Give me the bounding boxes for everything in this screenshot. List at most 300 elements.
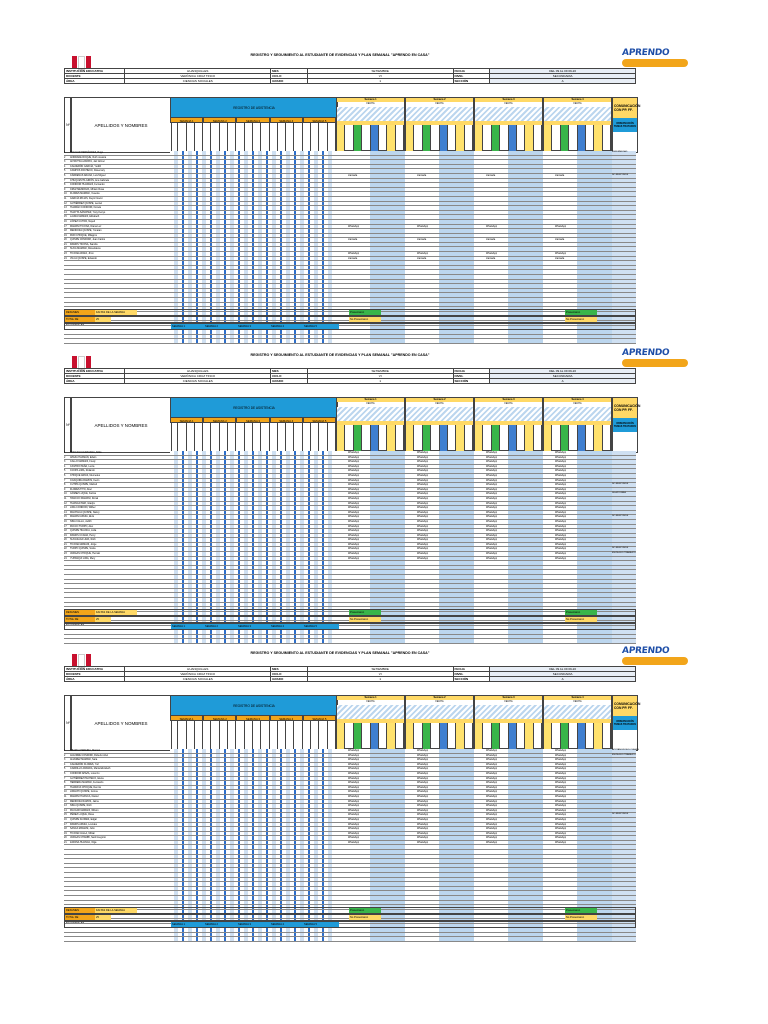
evidence-value: WhatsApp — [555, 524, 567, 528]
communication-note — [612, 763, 636, 767]
evidence-cells — [336, 492, 612, 496]
evidence-cells — [336, 887, 612, 891]
communication-note — [612, 247, 636, 251]
evidence-value: WhatsApp — [417, 749, 429, 752]
footer-week: SEMANA 4 — [270, 624, 305, 629]
evidence-cells — [336, 165, 612, 169]
evidence-cells — [336, 790, 612, 794]
evidence-value: WhatsApp — [555, 533, 567, 537]
communication-note — [612, 584, 636, 588]
student-name: RAMOS CCAMA, Percy — [70, 534, 171, 538]
student-name — [70, 901, 171, 905]
attendance-cells — [170, 451, 336, 455]
evidence-value: WhatsApp — [348, 785, 360, 789]
no-presentaron-label: No Presentaron — [565, 617, 597, 622]
communication-note — [612, 289, 636, 293]
footer-week: SEMANA 3 — [237, 922, 272, 927]
attendance-cells — [170, 887, 336, 891]
fecha-value: DEL 09 AL 09 09-20 — [490, 69, 636, 74]
attendance-cells — [170, 225, 336, 229]
evidence-value: Llamada — [486, 256, 496, 260]
attendance-cells — [170, 339, 336, 343]
attendance-cells — [170, 928, 336, 932]
communication-note — [612, 225, 636, 229]
row-number: 15 — [64, 813, 67, 817]
attendance-cells — [170, 179, 336, 183]
student-name — [70, 887, 171, 891]
obs-label: OBSERVACIÓN TEMAS TRATADOS — [613, 118, 637, 132]
student-name: NINA QUISPE, Ruth — [70, 804, 171, 808]
evidence-value: Llamada — [348, 238, 358, 242]
evidence-cells — [336, 901, 612, 905]
table-row — [64, 937, 636, 942]
evidence-value: WhatsApp — [417, 785, 429, 789]
communication-note — [612, 188, 636, 192]
row-number: 1 — [64, 151, 66, 154]
aprendo-en-casa-logo: APRENDO — [622, 646, 702, 670]
attendance-cells — [170, 234, 336, 238]
area-label: ÁREA — [65, 79, 125, 84]
evidence-cells — [336, 841, 612, 845]
communication-note — [612, 261, 636, 265]
attendance-cells — [170, 506, 336, 510]
row-number: 12 — [64, 201, 67, 205]
evidence-value: WhatsApp — [348, 827, 360, 831]
evidence-value: WhatsApp — [555, 749, 567, 752]
evidence-value: WhatsApp — [555, 542, 567, 546]
communication-header — [612, 97, 641, 153]
evidence-cells — [336, 754, 612, 758]
row-number: 9 — [64, 785, 66, 789]
evidence-value: WhatsApp — [348, 753, 360, 757]
communication-note — [612, 758, 636, 762]
evidence-value: WhatsApp — [486, 469, 498, 473]
attendance-cells — [170, 781, 336, 785]
attendance-cells — [170, 330, 336, 334]
student-name: MACHACA QUISPE, Nancy — [70, 511, 171, 515]
communication-note — [612, 580, 636, 584]
row-number: 20 — [64, 538, 67, 542]
number-header: Nº — [64, 397, 72, 453]
ministry-logo — [72, 356, 102, 368]
evidence-value: WhatsApp — [348, 808, 360, 812]
attendance-cells — [170, 635, 336, 639]
obs-label: OBSERVACIÓN TEMAS TRATADOS — [613, 418, 637, 432]
evidence-value: WhatsApp — [348, 469, 360, 473]
evidence-value: WhatsApp — [348, 515, 360, 519]
student-name: HUARAYA CHOQUE, Dennis — [70, 786, 171, 790]
attendance-cells — [170, 859, 336, 863]
evidence-cells — [336, 183, 612, 187]
communication-note — [612, 639, 636, 643]
evidence-value: WhatsApp — [417, 529, 429, 533]
sheet-2 — [60, 350, 720, 650]
nivel-label: NIVEL — [453, 374, 490, 379]
evidence-value: WhatsApp — [555, 836, 567, 840]
evidence-cells — [336, 557, 612, 561]
evidence-value: WhatsApp — [555, 790, 567, 794]
attendance-cells — [170, 795, 336, 799]
attendance-cells — [170, 790, 336, 794]
evidence-fecha: FECHA — [435, 102, 444, 105]
evidence-value: WhatsApp — [417, 790, 429, 794]
communication-note — [612, 575, 636, 579]
communication-note: NO RESPONDE — [612, 174, 636, 178]
ciclo-value: VI — [307, 74, 453, 79]
attendance-cells — [170, 293, 336, 297]
evidence-cells — [336, 179, 612, 183]
row-number: 13 — [64, 506, 67, 510]
evidence-cells — [336, 330, 612, 334]
week-header: SEMANA 2 — [203, 715, 236, 721]
attendance-cells — [170, 836, 336, 840]
communication-note — [612, 202, 636, 206]
row-number: 16 — [64, 219, 67, 223]
row-number: 11 — [64, 794, 67, 798]
student-name: RAMOS APAZA, Lourdes — [70, 823, 171, 827]
evidence-cells — [336, 298, 612, 302]
student-name — [70, 891, 171, 895]
evidence-value: WhatsApp — [555, 840, 567, 844]
aprendo-en-casa-logo: APRENDO — [622, 48, 702, 72]
student-name: COAQUIRA RAMOS, Kevin — [70, 479, 171, 483]
evidence-cells — [336, 635, 612, 639]
student-name: CONDORI APAZA, Lorenzo — [70, 772, 171, 776]
evidence-week-title: Semana 3 — [475, 98, 542, 102]
evidence-value: WhatsApp — [555, 538, 567, 542]
communication-note — [612, 767, 636, 771]
evidence-value: WhatsApp — [555, 460, 567, 464]
header-table — [64, 368, 636, 384]
evidence-value: WhatsApp — [555, 224, 567, 228]
communication-note: ENVÍA SUS TRABAJOS — [612, 552, 636, 555]
footer-week: SEMANA 1 — [171, 324, 206, 329]
evidence-cells — [336, 188, 612, 192]
communication-note — [612, 901, 636, 905]
row-number: 11 — [64, 496, 67, 500]
attendance-cells — [170, 266, 336, 270]
attendance-header: REGISTRO DE ASISTENCIA — [170, 397, 338, 419]
evidence-cells — [336, 261, 612, 265]
footer-week: SEMANA 3 — [237, 624, 272, 629]
evidence-value: WhatsApp — [486, 492, 498, 496]
attendance-cells — [170, 525, 336, 529]
evidence-value: WhatsApp — [555, 785, 567, 789]
row-number: 6 — [64, 771, 66, 775]
student-name — [70, 868, 171, 872]
docente-label: DOCENTE — [65, 374, 125, 379]
communication-note — [612, 160, 636, 164]
attendance-cells — [170, 220, 336, 224]
row-number: 24 — [64, 556, 67, 560]
no-presentaron-label: No Presentaron — [349, 915, 381, 920]
attendance-cells — [170, 488, 336, 492]
attendance-cells — [170, 511, 336, 515]
evidence-value: WhatsApp — [555, 515, 567, 519]
student-name: CUTIPA QUISPE, Marisol — [70, 483, 171, 487]
evidence-cells — [336, 511, 612, 515]
evidence-cells — [336, 192, 612, 196]
student-name — [70, 580, 171, 584]
communication-note — [612, 270, 636, 274]
evidence-cells — [336, 252, 612, 256]
seccion-label: SECCIÓN — [453, 379, 490, 384]
student-name: ALVAREZ MAMANI, Sara — [70, 758, 171, 762]
mes-value: SETIEMBRE — [307, 369, 453, 374]
attendance-cells — [170, 800, 336, 804]
evidence-cells — [336, 247, 612, 251]
attendance-cells — [170, 247, 336, 251]
seccion-label: SECCIÓN — [453, 79, 490, 84]
communication-note — [612, 570, 636, 574]
evidence-value: WhatsApp — [417, 840, 429, 844]
evidence-cells — [336, 891, 612, 895]
student-name — [70, 566, 171, 570]
attendance-cells — [170, 630, 336, 634]
number-header: Nº — [64, 695, 72, 751]
evidence-cells — [336, 229, 612, 233]
communication-note — [612, 873, 636, 877]
attendance-cells — [170, 777, 336, 781]
evidence-value: WhatsApp — [555, 799, 567, 803]
row-number: 9 — [64, 487, 66, 491]
seccion-value: A — [490, 79, 636, 84]
evidence-value: WhatsApp — [486, 538, 498, 542]
communication-note — [612, 179, 636, 183]
footer-week: SEMANA 4 — [270, 324, 305, 329]
evidence-cells — [336, 538, 612, 542]
row-number: 17 — [64, 822, 67, 826]
evidence-cells — [336, 520, 612, 524]
evidence-cells — [336, 813, 612, 817]
evidence-cells — [336, 289, 612, 293]
student-name: CASTRO PEÑA, Lucía — [70, 465, 171, 469]
row-number: 5 — [64, 469, 66, 473]
week-header: SEMANA 1 — [170, 715, 203, 721]
communication-note — [612, 937, 636, 941]
evidence-fecha: FECHA — [435, 700, 444, 703]
student-name: HUANCA PARI, Gladys — [70, 502, 171, 506]
attendance-subcolumns — [170, 123, 336, 151]
row-number: 5 — [64, 767, 66, 771]
evidence-value: WhatsApp — [486, 762, 498, 766]
evidence-cells — [336, 795, 612, 799]
communication-note — [612, 630, 636, 634]
student-name — [70, 630, 171, 634]
evidence-cells — [336, 525, 612, 529]
row-number: 23 — [64, 252, 67, 256]
evidence-block — [543, 397, 612, 451]
student-name: CHUQUIZUTA GIRÓN, Ana Gabriela — [70, 179, 171, 183]
row-number: 21 — [64, 542, 67, 546]
attendance-cells — [170, 584, 336, 588]
evidence-cells — [336, 160, 612, 164]
evidence-value: WhatsApp — [417, 799, 429, 803]
evidence-value: WhatsApp — [348, 831, 360, 835]
student-name — [70, 864, 171, 868]
evidence-value: WhatsApp — [348, 758, 360, 762]
row-number: 9 — [64, 187, 66, 191]
evidence-value: WhatsApp — [555, 776, 567, 780]
evidence-cells — [336, 937, 612, 941]
faltas-label: FALTAS DE LA SEMANA — [95, 908, 137, 913]
evidence-value: WhatsApp — [417, 451, 429, 454]
name-header: APELLIDOS Y NOMBRES — [70, 695, 172, 751]
communication-note — [612, 474, 636, 478]
evidence-value: WhatsApp — [417, 496, 429, 500]
student-name: QUISPE FLORES, Edgar — [70, 818, 171, 822]
evidence-cells — [336, 836, 612, 840]
row-number: 10 — [64, 192, 67, 196]
evidence-cells — [336, 552, 612, 556]
evidence-cells — [336, 781, 612, 785]
row-number: 12 — [64, 501, 67, 505]
footer-summary — [64, 309, 636, 330]
evidence-value: WhatsApp — [486, 478, 498, 482]
nivel-label: NIVEL — [453, 74, 490, 79]
student-name — [70, 289, 171, 293]
attendance-cells — [170, 823, 336, 827]
student-name — [70, 896, 171, 900]
evidence-week-title: Semana 2 — [406, 98, 473, 102]
student-name: NINA CALLA, Judith — [70, 520, 171, 524]
mes-label: MES — [271, 667, 308, 672]
evidence-cells — [336, 174, 612, 178]
evidence-value: WhatsApp — [417, 469, 429, 473]
evidence-blocks — [336, 397, 612, 451]
attendance-cells — [170, 257, 336, 261]
evidence-value: WhatsApp — [486, 817, 498, 821]
evidence-block — [336, 97, 405, 151]
resumen-label: RESUMEN — [65, 310, 97, 315]
student-name: GARCÍA ROJAS, Deysi Noemí — [70, 197, 171, 201]
evidence-value: WhatsApp — [417, 519, 429, 523]
evidence-value: WhatsApp — [555, 767, 567, 771]
evidence-value: WhatsApp — [555, 519, 567, 523]
row-number: 1 — [64, 451, 66, 454]
communication-note — [612, 465, 636, 469]
evidence-value: WhatsApp — [348, 781, 360, 785]
evidence-value: WhatsApp — [555, 487, 567, 491]
evidence-cells — [336, 933, 612, 937]
student-name: CARRILLO ARANDA, María Elizabeth — [70, 767, 171, 771]
grado-label: GRADO — [271, 79, 308, 84]
evidence-value: WhatsApp — [555, 762, 567, 766]
communication-note — [612, 284, 636, 288]
area-value: CIENCIAS SOCIALES — [125, 379, 271, 384]
evidence-value: WhatsApp — [348, 473, 360, 477]
communication-note: ENFERMEDAD — [612, 151, 636, 155]
attendance-cells — [170, 827, 336, 831]
evidence-value: WhatsApp — [348, 492, 360, 496]
attendance-cells — [170, 891, 336, 895]
evidence-value: WhatsApp — [417, 487, 429, 491]
evidence-value: WhatsApp — [348, 762, 360, 766]
evidence-cells — [336, 206, 612, 210]
evidence-value: WhatsApp — [555, 547, 567, 551]
evidence-cells — [336, 763, 612, 767]
evidence-value: WhatsApp — [417, 794, 429, 798]
evidence-value: WhatsApp — [486, 224, 498, 228]
evidence-fecha: FECHA — [366, 402, 375, 405]
row-number: 7 — [64, 478, 66, 482]
communication-note — [612, 933, 636, 937]
row-number: 14 — [64, 210, 67, 214]
evidence-value: WhatsApp — [417, 776, 429, 780]
communication-note — [612, 469, 636, 473]
communication-note — [612, 298, 636, 302]
evidence-value: WhatsApp — [417, 483, 429, 487]
evidence-value: WhatsApp — [348, 794, 360, 798]
attendance-cells — [170, 818, 336, 822]
attendance-cells — [170, 211, 336, 215]
row-number: 8 — [64, 781, 66, 785]
evidence-value: WhatsApp — [486, 776, 498, 780]
evidence-value: WhatsApp — [348, 771, 360, 775]
fecha-value: DEL 09 AL 09 09-20 — [490, 369, 636, 374]
student-name: YUPANQUI LIMA, Mery — [70, 557, 171, 561]
evidence-value: Llamada — [555, 256, 565, 260]
communication-note — [612, 809, 636, 813]
communication-note — [612, 520, 636, 524]
evidence-cells — [336, 827, 612, 831]
evidence-value: WhatsApp — [486, 464, 498, 468]
attendance-cells — [170, 593, 336, 597]
evidence-value: WhatsApp — [417, 771, 429, 775]
student-name — [70, 859, 171, 863]
attendance-cells — [170, 215, 336, 219]
evidence-value: WhatsApp — [555, 808, 567, 812]
evidence-value: WhatsApp — [555, 552, 567, 556]
evidence-value: WhatsApp — [486, 506, 498, 510]
evidence-cells — [336, 529, 612, 533]
evidence-value: WhatsApp — [348, 451, 360, 454]
attendance-cells — [170, 878, 336, 882]
evidence-value: WhatsApp — [348, 547, 360, 551]
communication-note — [612, 280, 636, 284]
communication-note — [612, 266, 636, 270]
evidence-week-title: Semana 4 — [544, 98, 611, 102]
evidence-week-title: Semana 4 — [544, 696, 611, 700]
student-name: CONDORI HUAMANÍ, Fernando — [70, 183, 171, 187]
evidence-value: WhatsApp — [348, 224, 360, 228]
evidence-block — [405, 397, 474, 451]
evidence-cells — [336, 882, 612, 886]
seccion-value: A — [490, 677, 636, 682]
evidence-value: WhatsApp — [348, 552, 360, 556]
student-name: TICONA APAZA, Jhon — [70, 252, 171, 256]
evidence-cells — [336, 483, 612, 487]
attendance-cells — [170, 520, 336, 524]
evidence-value: WhatsApp — [417, 473, 429, 477]
communication-note: NO RESPONDE — [612, 483, 636, 487]
evidence-value: WhatsApp — [417, 252, 429, 256]
evidence-cells — [336, 151, 612, 155]
evidence-value: WhatsApp — [486, 483, 498, 487]
student-name: ZAPANA HUANCA, Olga — [70, 841, 171, 845]
evidence-week-title: Semana 3 — [475, 696, 542, 700]
evidence-cells — [336, 566, 612, 570]
attendance-cells — [170, 543, 336, 547]
attendance-cells — [170, 864, 336, 868]
attendance-cells — [170, 298, 336, 302]
presentaron-label: Presentaron — [565, 310, 597, 315]
attendance-cells — [170, 206, 336, 210]
evidence-value: WhatsApp — [555, 469, 567, 473]
evidence-cells — [336, 758, 612, 762]
evidence-blocks — [336, 97, 612, 151]
evidence-value: WhatsApp — [486, 515, 498, 519]
